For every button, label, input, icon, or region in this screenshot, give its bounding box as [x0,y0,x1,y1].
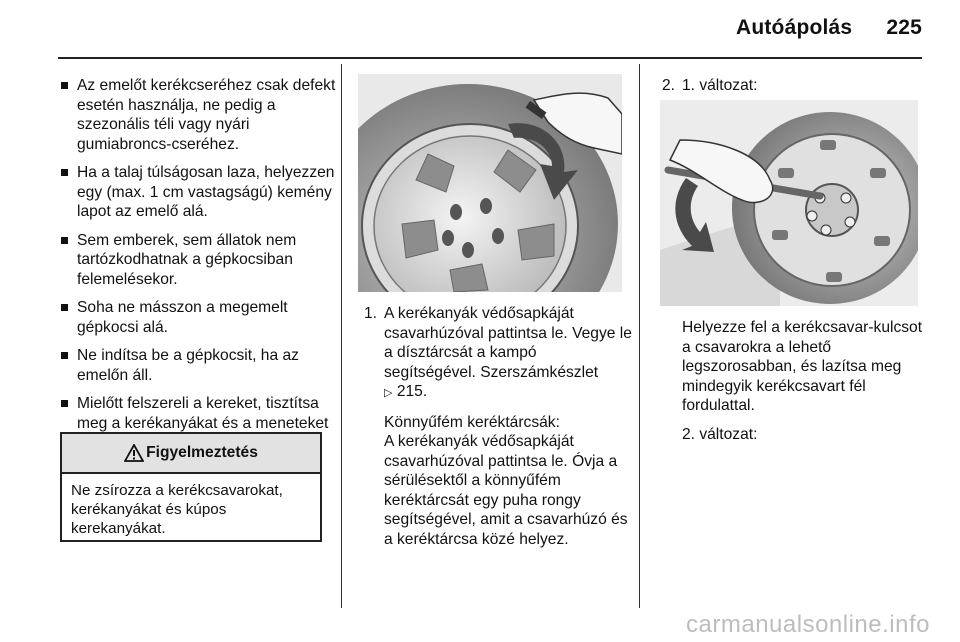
bullet-item: Soha ne másszon a megemelt gépkocsi alá. [60,298,336,337]
bullet-item: Ne indítsa be a gépkocsit, ha az emelőn áll. [60,346,336,385]
step-number: 2. [662,77,676,94]
column-divider [341,64,342,608]
warning-title: Figyelmeztetés [146,444,258,461]
alloy-wheel-section [384,413,632,550]
chapter-title: Autóápolás [735,16,853,39]
warning-box [60,432,322,542]
safety-bullet-list [60,76,336,453]
warning-text: Ne zsírozza a kerékcsavarokat, kerékanyákat és kúpos kerekanyákat. [71,482,283,537]
page-number: 225 [886,16,922,39]
warning-triangle-icon [124,444,144,462]
bullet-item: Ha a talaj túlságosan laza, helyezzen egy (max. 1 cm vastagságú) kemény lapot az emelő alá. [60,163,336,222]
variant-1-label: 1. változat: [682,77,758,94]
bullet-item: Mielőtt felszereli a kereket, tisztítsa meg a kerékanyákat és a meneteket [60,394,336,453]
column-left [60,76,336,462]
alloy-text: A kerékanyák védősapkáját csavarhúzóval pattintsa le. Óvja a sérülésektől a könnyűfém keréktárcsát egy puha rongy segítségével, amit a csavarhúzó és a keréktárcsa közé helyez. [384,433,628,548]
step-text: A kerékanyák védősapkáját csavarhúzóval pattintsa le. Vegye le a dísztárcsát a kampó segítségével. Szerszámkészlet [384,305,632,381]
variant-2-label: 2. változat: [682,425,758,443]
wheel-bolt-loosening-illustration [660,100,918,306]
page-reference-icon: ▷ [384,387,393,399]
column-divider [639,64,640,608]
bullet-item: Sem emberek, sem állatok nem tartózkodhatnak a gépkocsiban felemelésekor. [60,231,336,290]
wheel-cover-removal-illustration [358,74,622,292]
page-header [736,16,922,40]
step-number: 1. [364,305,378,322]
page-reference[interactable]: 215. [396,383,428,400]
header-rule [58,57,922,59]
variant-1-text: Helyezze fel a kerékcsavar-kulcsot a csavarokra a lehető legszorosabban, és lazítsa meg mindegyik kerékcsavart fél fordulattal. [682,319,923,414]
step-1 [364,304,632,549]
bullet-item: Az emelőt kerékcseréhez csak defekt esetén használja, ne pedig a szezonális téli vagy nyári gumiabroncs-cseréhez. [60,76,336,154]
warning-header [62,434,320,474]
alloy-title: Könnyűfém keréktárcsák: [384,413,560,431]
column-middle [364,304,632,549]
column-right-text [662,318,924,444]
column-right [662,76,924,96]
step-2 [662,76,924,96]
watermark: carmanualsonline.info [686,611,930,638]
